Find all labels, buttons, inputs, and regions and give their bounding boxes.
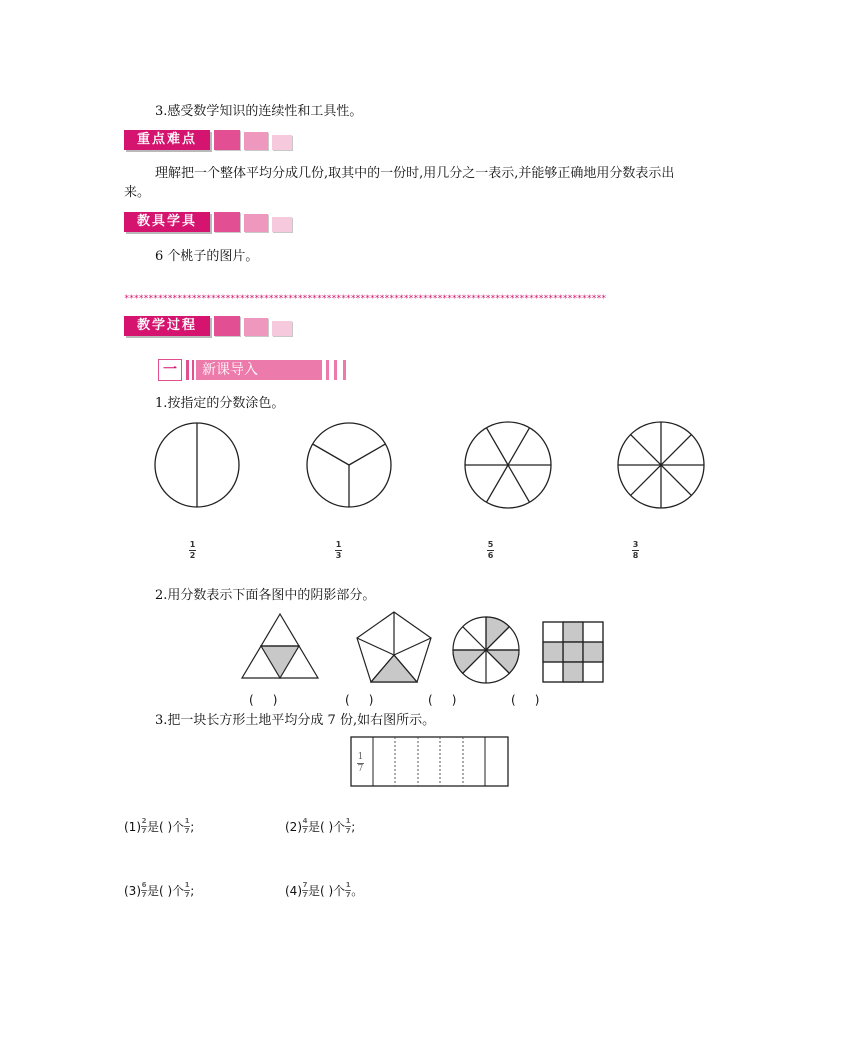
section-title: 新课导入 xyxy=(196,360,322,380)
fraction-label: 1 2 xyxy=(189,540,196,560)
triangle-shape xyxy=(242,614,318,678)
section-banner xyxy=(158,359,350,381)
circle-sixths xyxy=(465,422,551,508)
q1-circles xyxy=(0,415,860,520)
answer-blank[interactable]: ( ) xyxy=(511,693,540,707)
answer-blank[interactable]: ( ) xyxy=(345,693,374,707)
key-points-label: 重点难点 xyxy=(124,130,210,150)
fraction-label: 1 3 xyxy=(335,540,342,560)
grid-shape xyxy=(543,622,603,682)
header-square-icon xyxy=(214,212,240,232)
header-square-icon xyxy=(214,316,240,336)
process-label: 教学过程 xyxy=(124,316,210,336)
fraction-label: 3 8 xyxy=(632,540,639,560)
header-square-icon xyxy=(244,318,268,336)
key-points-line1: 理解把一个整体平均分成几份,取其中的一份时,用几分之一表示,并能够正确地用分数表示出 xyxy=(155,166,675,181)
pentagon-shape xyxy=(357,612,431,682)
key-points-line2: 来。 xyxy=(124,185,151,200)
question-2-text: 2.用分数表示下面各图中的阴影部分。 xyxy=(155,588,376,603)
materials-label: 教具学具 xyxy=(124,212,210,232)
banner-stripe xyxy=(186,360,189,380)
question-3-text: 3.把一块长方形土地平均分成 7 份,如右图所示。 xyxy=(155,713,436,728)
key-points-header xyxy=(124,130,292,150)
circle-halves xyxy=(155,423,239,507)
materials-header xyxy=(124,212,292,232)
circle-shape xyxy=(453,617,519,683)
answer-blank[interactable]: ( ) xyxy=(428,693,457,707)
header-square-icon xyxy=(272,217,292,232)
q3-item-4: (4) $\frac{7}{7}$ 是( )个 $\frac{1}{7}$ 。 xyxy=(285,881,364,899)
banner-stripe xyxy=(334,360,337,380)
header-square-icon xyxy=(214,130,240,150)
q3-item-1: (1) $\frac{2}{7}$ 是( )个 $\frac{1}{7}$ ; xyxy=(124,817,195,835)
circle-thirds xyxy=(307,423,391,507)
circle-eighths xyxy=(618,422,704,508)
star-separator: **************************************************************************************************** xyxy=(124,294,606,304)
fraction-label: 5 6 xyxy=(487,540,494,560)
header-square-icon xyxy=(244,214,268,232)
divided-rectangle xyxy=(350,736,512,790)
objective-item-3: 3.感受数学知识的连续性和工具性。 xyxy=(155,104,363,119)
banner-stripe xyxy=(343,360,346,380)
q3-item-3: (3) $\frac{6}{7}$ 是( )个 $\frac{1}{7}$ ; xyxy=(124,881,195,899)
header-square-icon xyxy=(272,135,292,150)
process-header xyxy=(124,316,292,336)
materials-text: 6 个桃子的图片。 xyxy=(155,249,259,264)
q3-item-2: (2) $\frac{4}{7}$ 是( )个 $\frac{1}{7}$ ; xyxy=(285,817,356,835)
section-number: 一 xyxy=(158,359,182,381)
rect-fraction-label: 1 7 xyxy=(357,752,364,774)
header-square-icon xyxy=(244,132,268,150)
banner-stripe xyxy=(326,360,329,380)
q2-shapes xyxy=(0,608,860,688)
answer-blank[interactable]: ( ) xyxy=(249,693,278,707)
question-1-text: 1.按指定的分数涂色。 xyxy=(155,396,285,411)
banner-stripe xyxy=(192,360,194,380)
header-square-icon xyxy=(272,321,292,336)
